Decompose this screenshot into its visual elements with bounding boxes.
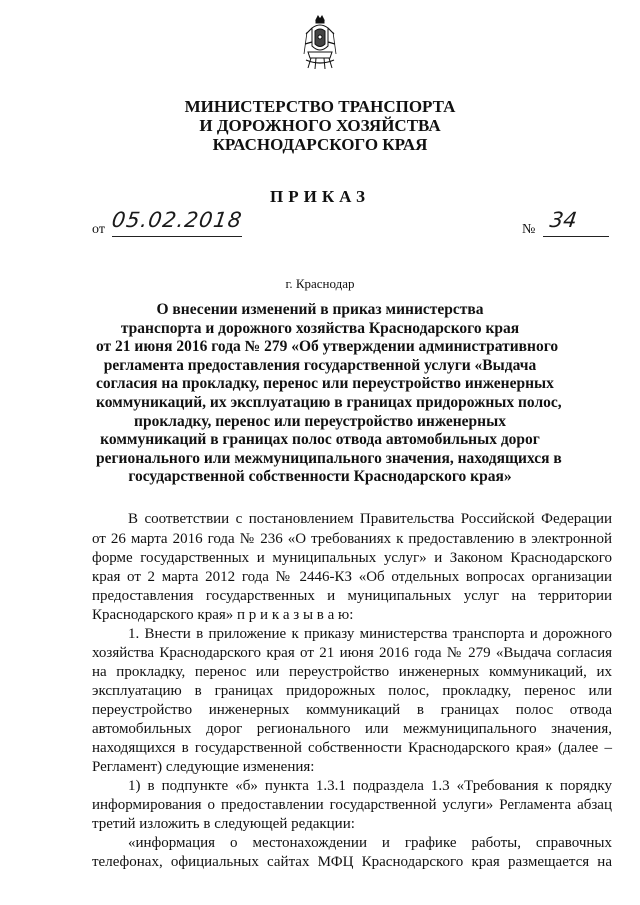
city-line: г. Краснодар xyxy=(285,276,355,291)
body-line: телефонах, официальных сайтах МФЦ Краснодарского края размещается на xyxy=(92,854,612,870)
handwritten-date: 05.02.2018 xyxy=(110,208,244,232)
title-line: государственной собственности Краснодарского края» xyxy=(128,468,512,486)
body-line: находящихся в государственной собственности Краснодарского края» (далее – xyxy=(92,740,612,756)
title-line: прокладку, перенос или переустройство инженерных xyxy=(134,412,506,430)
title-line: от 21 июня 2016 года № 279 «Об утверждении административного xyxy=(96,338,559,356)
ministry-name-line-3: КРАСНОДАРСКОГО КРАЯ xyxy=(212,135,428,154)
body-line: 1. Внести в приложение к приказу министерства транспорта и дорожного xyxy=(128,626,612,642)
number-prefix: № xyxy=(522,222,536,237)
body-line: переустройство инженерных коммуникаций в границах полос отвода xyxy=(92,702,612,718)
date-underline xyxy=(112,236,242,237)
body-line: третий изложить в следующей редакции: xyxy=(92,816,355,832)
number-underline xyxy=(543,236,609,237)
date-prefix: от xyxy=(92,222,105,237)
body-line: Регламент) следующие изменения: xyxy=(92,759,315,775)
body-line: эксплуатацию в границах придорожных полос, прокладку, перенос или xyxy=(92,683,612,699)
body-line: форме государственных и муниципальных услуг» и Законом Краснодарского xyxy=(92,550,612,566)
handwritten-number: 34 xyxy=(548,208,579,232)
title-line: согласия на прокладку, перенос или переустройство инженерных xyxy=(96,375,554,393)
order-title xyxy=(96,301,562,487)
body-line: хозяйства Краснодарского края от 21 июня 2016 года № 279 «Выдача согласия xyxy=(92,645,612,661)
title-line: О внесении изменений в приказ министерства xyxy=(156,301,484,318)
title-line: транспорта и дорожного хозяйства Краснодарского края xyxy=(120,319,520,337)
ministry-name-line-2: И ДОРОЖНОГО ХОЗЯЙСТВА xyxy=(199,116,441,135)
krasnodar-coat-of-arms-icon xyxy=(302,14,338,72)
body-line: информирования о предоставлении государственной услуги» Регламента абзац xyxy=(92,797,612,813)
body-line: Краснодарского края» п р и к а з ы в а ю: xyxy=(92,607,354,623)
body-line: на прокладку, перенос или переустройство инженерных коммуникаций, их xyxy=(92,664,612,680)
body-line: «информация о местонахождении и графике работы, справочных xyxy=(128,835,612,851)
body-line: 1) в подпункте «б» пункта 1.3.1 подраздела 1.3 «Требования к порядку xyxy=(128,778,612,794)
title-line: коммуникаций, их эксплуатацию в границах придорожных полос, xyxy=(96,393,562,411)
ministry-name-line-1: МИНИСТЕРСТВО ТРАНСПОРТА xyxy=(184,97,456,116)
body-line: края от 2 марта 2012 года № 2446-КЗ «Об отдельных вопросах организации xyxy=(92,569,612,585)
body-line: предоставления государственных и муниципальных услуг на территории xyxy=(92,588,612,604)
body-line: автомобильных дорог регионального или межмуниципального значения, xyxy=(92,721,612,737)
title-line: коммуникаций в границах полос отвода автомобильных дорог xyxy=(100,431,540,449)
document-type-heading: ПРИКАЗ xyxy=(270,187,370,206)
body-line: от 26 марта 2016 года № 236 «О требованиях к предоставлению в электронной xyxy=(92,531,612,547)
title-line: регионального или межмуниципального значения, находящихся в xyxy=(96,449,562,467)
title-line: регламента предоставления государственной услуги «Выдача xyxy=(103,356,537,374)
body-line: В соответствии с постановлением Правительства Российской Федерации xyxy=(128,511,612,527)
